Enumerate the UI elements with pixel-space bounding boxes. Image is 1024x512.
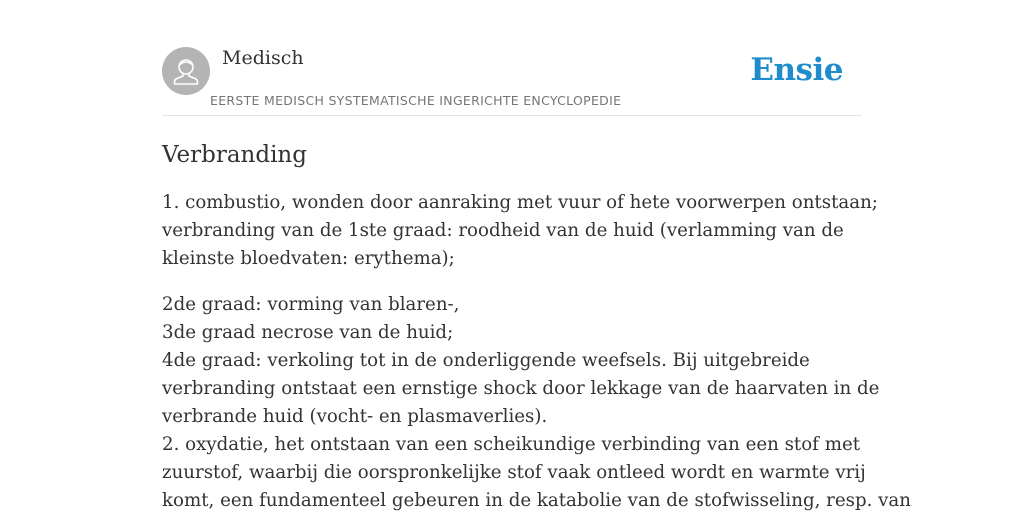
article-title: Verbranding <box>162 142 307 168</box>
article-paragraph-2 <box>162 291 911 512</box>
user-icon <box>162 47 210 95</box>
source-header <box>162 0 862 116</box>
text-line: komt, een fundamenteel gebeuren in de katabolie van de stofwisseling, resp. van <box>162 490 911 511</box>
article-paragraph-1 <box>162 189 878 273</box>
source-subtitle: EERSTE MEDISCH SYSTEMATISCHE INGERICHTE ENCYCLOPEDIE <box>210 93 622 108</box>
text-line: kleinste bloedvaten: erythema); <box>162 248 455 269</box>
text-line: verbranding ontstaat een ernstige shock door lekkage van de haarvaten in de <box>162 378 880 399</box>
text-line: 1. combustio, wonden door aanraking met vuur of hete voorwerpen ontstaan; <box>162 192 878 213</box>
source-avatar[interactable] <box>162 47 210 95</box>
text-line: 2de graad: vorming van blaren-, <box>162 294 460 315</box>
text-line: verbranding van de 1ste graad: roodheid van de huid (verlamming van de <box>162 220 844 241</box>
ensie-logo-link[interactable]: Ensie <box>750 52 843 88</box>
source-name-link[interactable]: Medisch <box>222 47 304 69</box>
text-line: 2. oxydatie, het ontstaan van een scheikundige verbinding van een stof met <box>162 434 861 455</box>
text-line: verbrande huid (vocht- en plasmaverlies). <box>162 406 548 427</box>
text-line: 3de graad necrose van de huid; <box>162 322 454 343</box>
text-line: zuurstof, waarbij die oorspronkelijke stof vaak ontleed wordt en warmte vrij <box>162 462 866 483</box>
article <box>162 138 911 512</box>
text-line: 4de graad: verkoling tot in de onderliggende weefsels. Bij uitgebreide <box>162 350 810 371</box>
